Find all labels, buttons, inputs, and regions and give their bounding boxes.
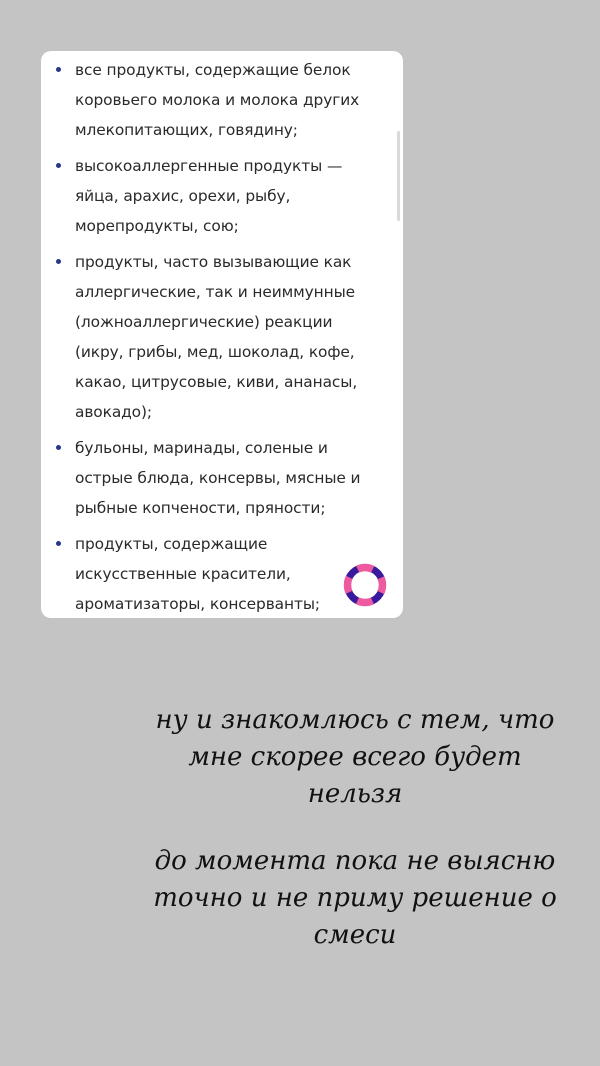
list-item-text: все продукты, содержащие белок коровьего молока и молока других млекопитающих, говядину; [75,61,360,139]
scrollbar[interactable] [397,131,400,221]
restricted-foods-list [41,55,386,618]
bullet-icon [56,445,61,450]
list-item [41,433,386,523]
list-item-text: высокоаллергенные продукты — яйца, арахис, орехи, рыбу, морепродукты, сою; [75,157,343,235]
list-item [41,151,386,241]
list-item [41,55,386,145]
caption-spacer [150,813,560,843]
lifebuoy-icon [341,561,389,609]
caption-paragraph: до момента пока не выясню точно и не приму решение о смеси [153,846,557,950]
bullet-icon [56,259,61,264]
bullet-icon [56,541,61,546]
bullet-icon [56,67,61,72]
article-screenshot-card [41,51,403,618]
list-item-text: бульоны, маринады, соленые и острые блюда, консервы, мясные и рыбные копчености, пряности; [75,439,361,517]
help-button[interactable] [341,561,389,609]
list-item-text: продукты, часто вызывающие как аллергические, так и неиммунные (ложноаллергические) реакции (икру, грибы, мед, шоколад, кофе, какао, цитрусовые, киви, ананасы, авокадо); [75,253,358,421]
bullet-icon [56,163,61,168]
list-item [41,247,386,427]
list-item [41,529,386,618]
story-caption [150,702,560,954]
caption-paragraph: ну и знакомлюсь с тем, что мне скорее всего будет нельзя [155,705,555,809]
list-item-text: продукты, содержащие искусственные красители, ароматизаторы, консерванты; [75,535,320,613]
